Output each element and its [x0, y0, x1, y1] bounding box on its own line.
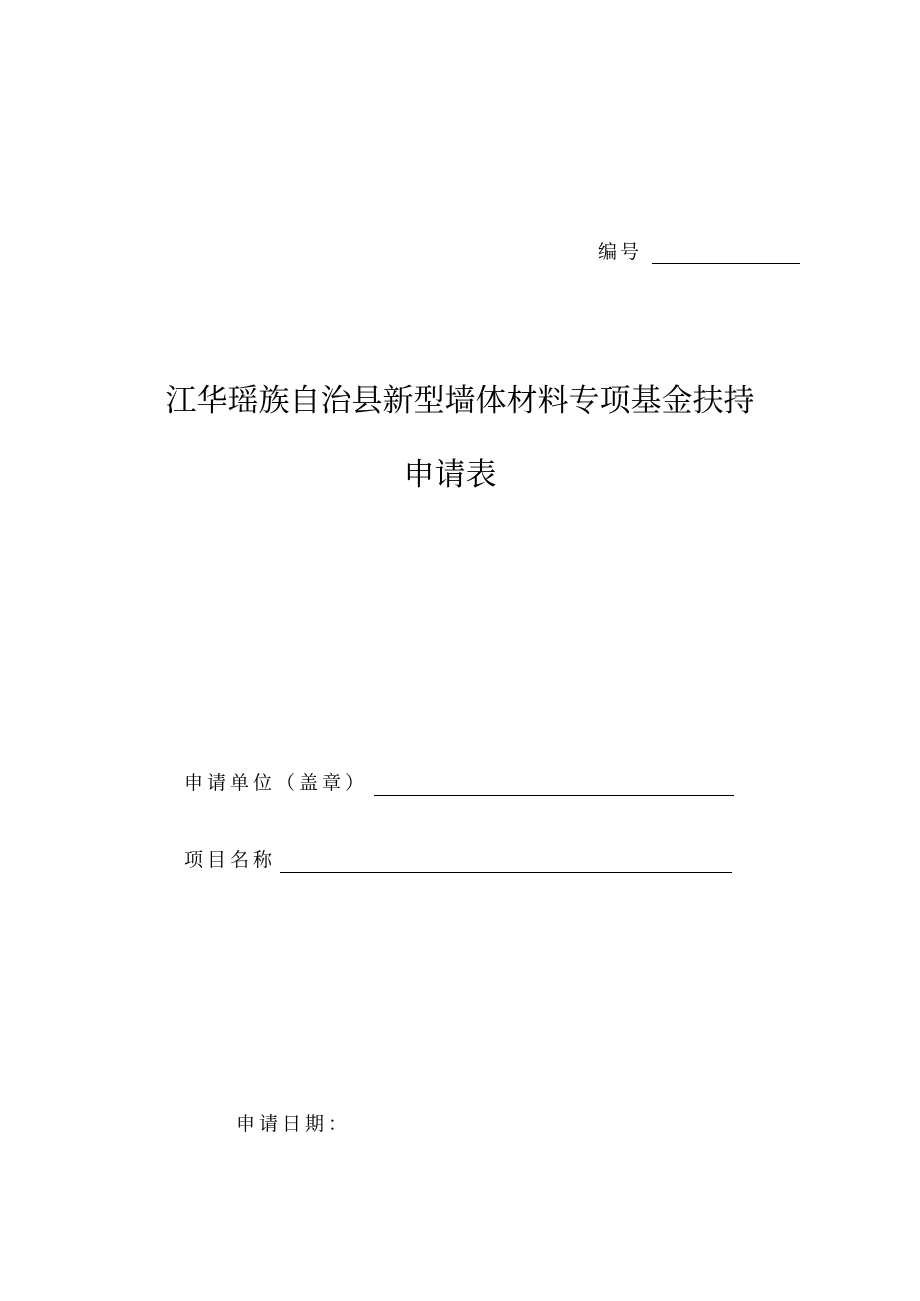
page-title: 江华瑶族自治县新型墙体材料专项基金扶持	[165, 383, 755, 419]
applicant-unit-field	[184, 766, 734, 796]
document-number-blank[interactable]	[652, 241, 800, 264]
applicant-unit-label: 申请单位（盖章）	[184, 772, 369, 794]
project-name-blank[interactable]	[280, 850, 732, 873]
project-name-field	[184, 843, 732, 873]
document-number	[598, 236, 800, 264]
applicant-unit-blank[interactable]	[374, 773, 734, 796]
page-subtitle: 申请表	[403, 457, 497, 493]
application-date-label: 申请日期：	[236, 1113, 352, 1135]
project-name-label: 项目名称	[184, 849, 277, 871]
document-number-label: 编号	[598, 241, 643, 263]
